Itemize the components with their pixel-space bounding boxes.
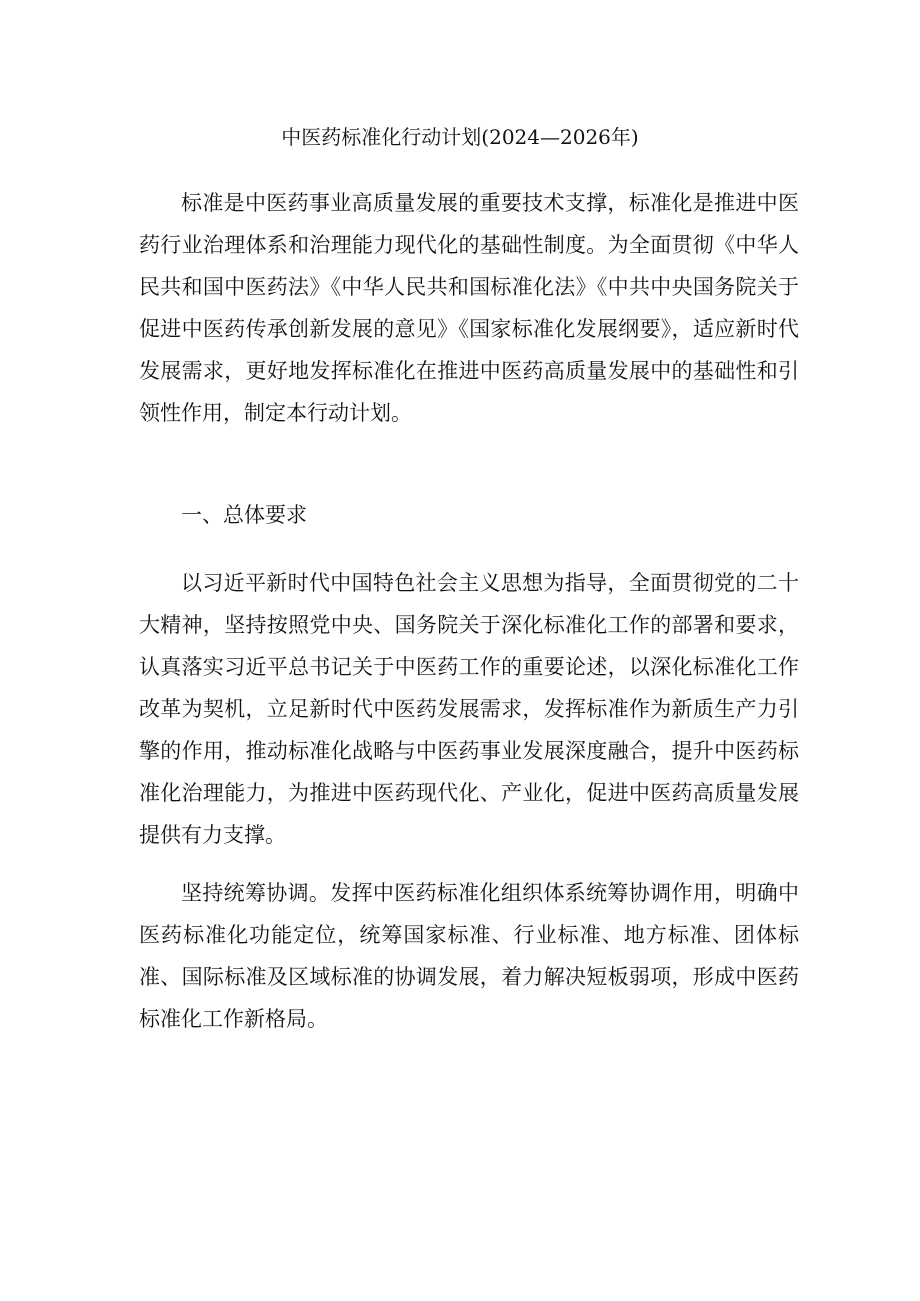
- document-title: 中医药标准化行动计划(2024—2026年): [281, 125, 639, 149]
- section-body-paragraph: 以习近平新时代中国特色社会主义思想为指导，全面贯彻党的二十大精神，坚持按照党中央、国务院关于深化标准化工作的部署和要求，认真落实习近平总书记关于中医药工作的重要论述，以深化标准化工作改革为契机，立足新时代中医药发展需求，发挥标准作为新质生产力引擎的作用，推动标准化战略与中医药事业发展深度融合，提升中医药标准化治理能力，为推进中医药现代化、产业化，促进中医药高质量发展提供有力支撑。: [139, 571, 799, 847]
- section-heading: 一、总体要求: [181, 503, 307, 527]
- principle-paragraph: 坚持统筹协调。发挥中医药标准化组织体系统筹协调作用，明确中医药标准化功能定位，统筹国家标准、行业标准、地方标准、团体标准、国际标准及区域标准的协调发展，着力解决短板弱项，形成中医药标准化工作新格局。: [139, 881, 799, 1031]
- intro-paragraph: 标准是中医药事业高质量发展的重要技术支撑，标准化是推进中医药行业治理体系和治理能力现代化的基础性制度。为全面贯彻《中华人民共和国中医药法》《中华人民共和国标准化法》《中共中央国务院关于促进中医药传承创新发展的意见》《国家标准化发展纲要》，适应新时代发展需求，更好地发挥标准化在推进中医药高质量发展中的基础性和引领性作用，制定本行动计划。: [139, 191, 799, 425]
